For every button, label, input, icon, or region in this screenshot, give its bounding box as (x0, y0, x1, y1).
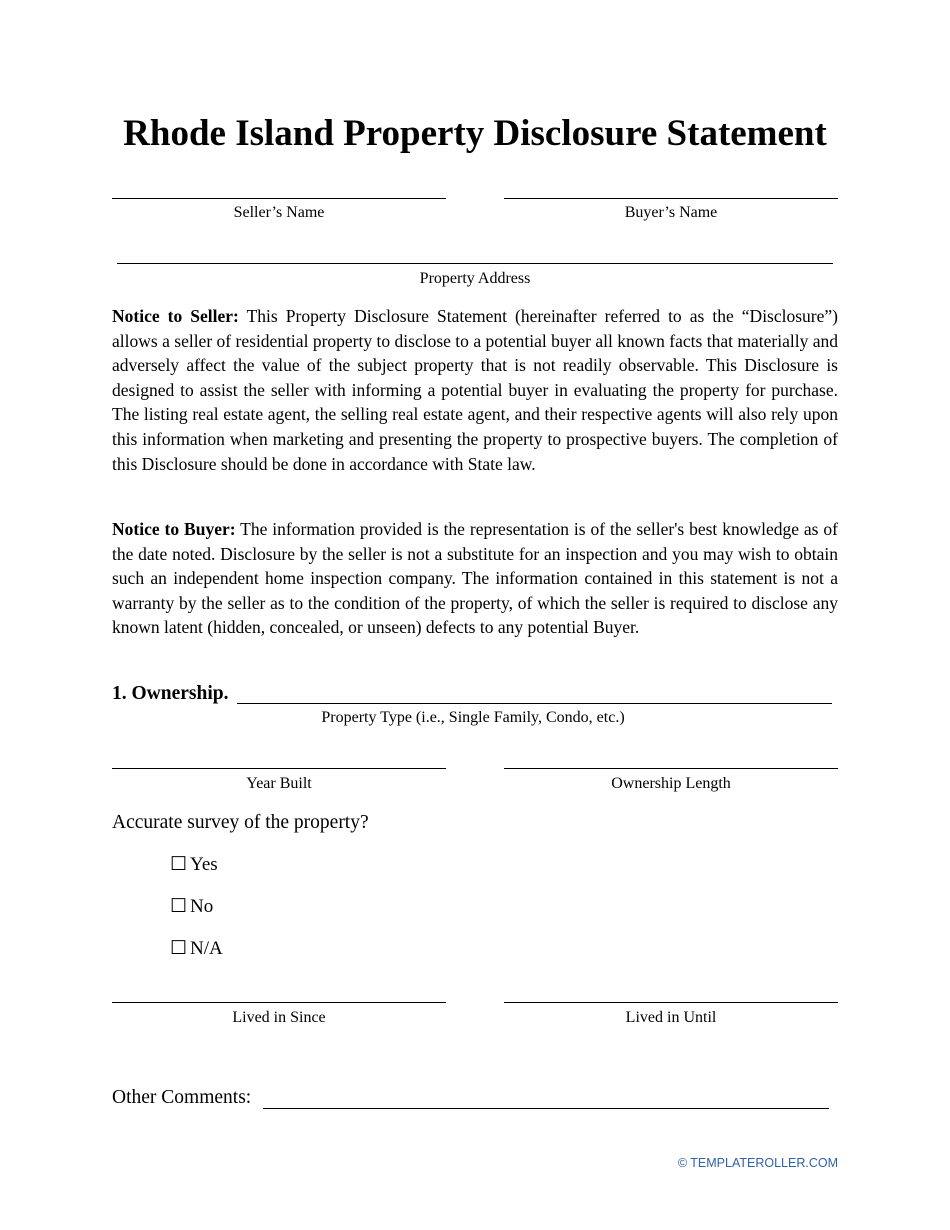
survey-option-yes[interactable] (170, 853, 218, 877)
document-title: Rhode Island Property Disclosure Statement (123, 113, 827, 154)
checkbox-icon[interactable]: ☐ (170, 938, 188, 959)
survey-option-na-label: N/A (190, 938, 223, 959)
survey-question: Accurate survey of the property? (112, 812, 369, 833)
property-type-caption: Property Type (i.e., Single Family, Condo, etc.) (321, 709, 625, 726)
property-type-line[interactable] (237, 703, 832, 704)
notice-to-seller (112, 304, 838, 476)
survey-option-no-label: No (190, 896, 214, 917)
year-built-line[interactable] (112, 768, 446, 769)
notice-to-buyer (112, 517, 838, 640)
property-address-caption: Property Address (419, 270, 531, 287)
templateroller-footer[interactable]: © TEMPLATEROLLER.COM (677, 1156, 838, 1170)
lived-until-caption: Lived in Until (625, 1009, 717, 1026)
seller-name-line[interactable] (112, 198, 446, 199)
ownership-length-caption: Ownership Length (611, 775, 731, 792)
survey-option-no[interactable] (170, 895, 213, 919)
lived-since-line[interactable] (112, 1002, 446, 1003)
notice-to-buyer-label: Notice to Buyer: (112, 519, 236, 539)
lived-until-line[interactable] (504, 1002, 838, 1003)
notice-to-seller-text: This Property Disclosure Statement (hereinafter referred to as the “Disclosure”) allows a seller of residential property to disclose to a potential buyer all known facts that materially and adversely affect the value of the subject property that is not readily observable. This Disclosure is designed to assist the seller with informing a potential buyer in evaluating the property for purchase. The listing real estate agent, the selling real estate agent, and their respective agents will also rely upon this information when marketing and presenting the property to prospective buyers. The completion of this Disclosure should be done in accordance with State law. (112, 306, 838, 474)
notice-to-buyer-text: The information provided is the representation is of the seller's best knowledge as of the date noted. Disclosure by the seller is not a substitute for an inspection and you may wish to obtain such an independent home inspection company. The information contained in this statement is not a warranty by the seller as to the condition of the property, of which the seller is required to disclose any known latent (hidden, concealed, or unseen) defects to any potential Buyer. (112, 519, 838, 638)
notice-to-seller-label: Notice to Seller: (112, 306, 239, 326)
survey-option-na[interactable] (170, 937, 223, 961)
other-comments-label: Other Comments: (112, 1087, 252, 1108)
buyer-name-line[interactable] (504, 198, 838, 199)
ownership-heading: 1. Ownership. (112, 683, 229, 704)
buyer-name-caption: Buyer’s Name (624, 204, 718, 221)
seller-name-caption: Seller’s Name (233, 204, 325, 221)
year-built-caption: Year Built (246, 775, 312, 792)
lived-since-caption: Lived in Since (232, 1009, 326, 1026)
survey-option-yes-label: Yes (190, 854, 218, 875)
checkbox-icon[interactable]: ☐ (170, 896, 188, 917)
other-comments-line[interactable] (263, 1108, 829, 1109)
ownership-length-line[interactable] (504, 768, 838, 769)
checkbox-icon[interactable]: ☐ (170, 854, 188, 875)
property-address-line[interactable] (117, 263, 833, 264)
